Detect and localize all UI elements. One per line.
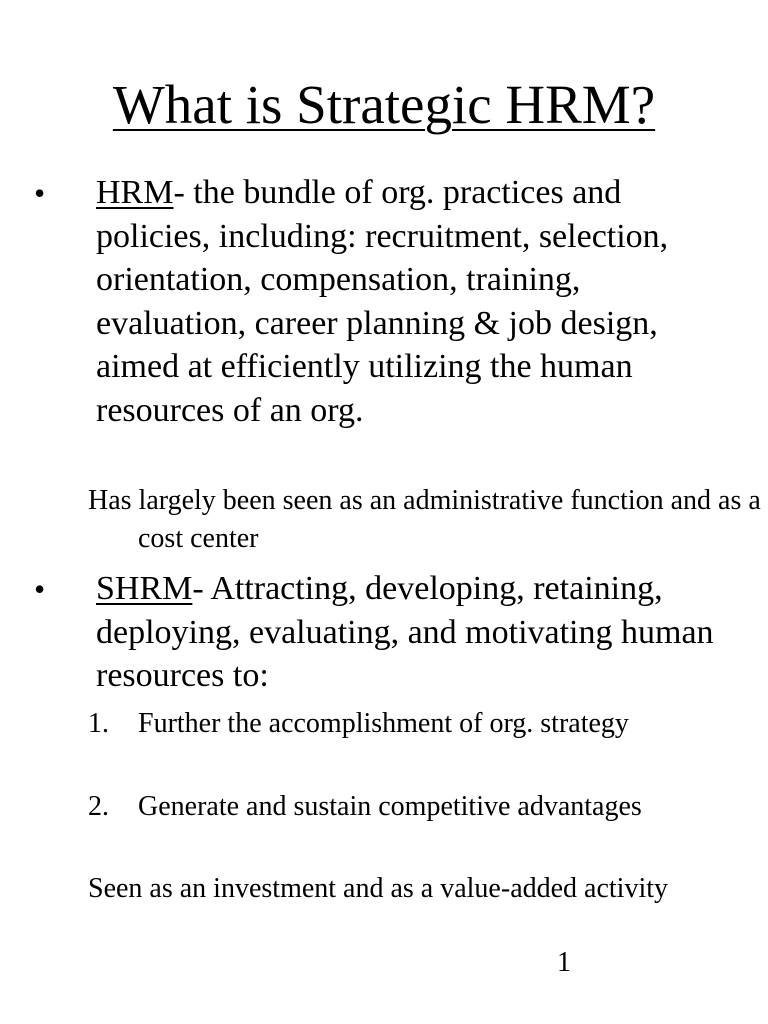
shrm-item-2 xyxy=(88,788,728,825)
shrm-item-text: Generate and sustain competitive advantages xyxy=(138,791,642,822)
shrm-note: Seen as an investment and as a value-added activity xyxy=(88,873,669,904)
shrm-definition: - Attracting, developing, retaining, deploying, evaluating, and motivating human resources to: xyxy=(96,570,714,694)
shrm-item-number: 1. xyxy=(88,708,109,739)
hrm-term: HRM xyxy=(96,174,174,211)
bullet-marker: • xyxy=(34,175,46,211)
hrm-definition: - the bundle of org. practices and policies, including: recruitment, selection, orientation, compensation, training, evaluation, career planning & job design, aimed at efficiently utilizing the human resources of an org. xyxy=(96,174,669,429)
bullet-hrm-text xyxy=(96,171,736,432)
bullet-shrm-text xyxy=(96,567,736,698)
shrm-term: SHRM xyxy=(96,570,193,607)
shrm-item-text: Further the accomplishment of org. strategy xyxy=(138,708,629,739)
slide-title-text: What is Strategic HRM? xyxy=(112,74,656,135)
hrm-note: Has largely been seen as an administrative function and as a cost center xyxy=(88,485,761,554)
shrm-item-number: 2. xyxy=(88,791,109,822)
shrm-item-1 xyxy=(88,705,728,742)
slide-title xyxy=(0,72,768,138)
page-number: 1 xyxy=(557,947,571,978)
bullet-marker: • xyxy=(34,571,46,607)
